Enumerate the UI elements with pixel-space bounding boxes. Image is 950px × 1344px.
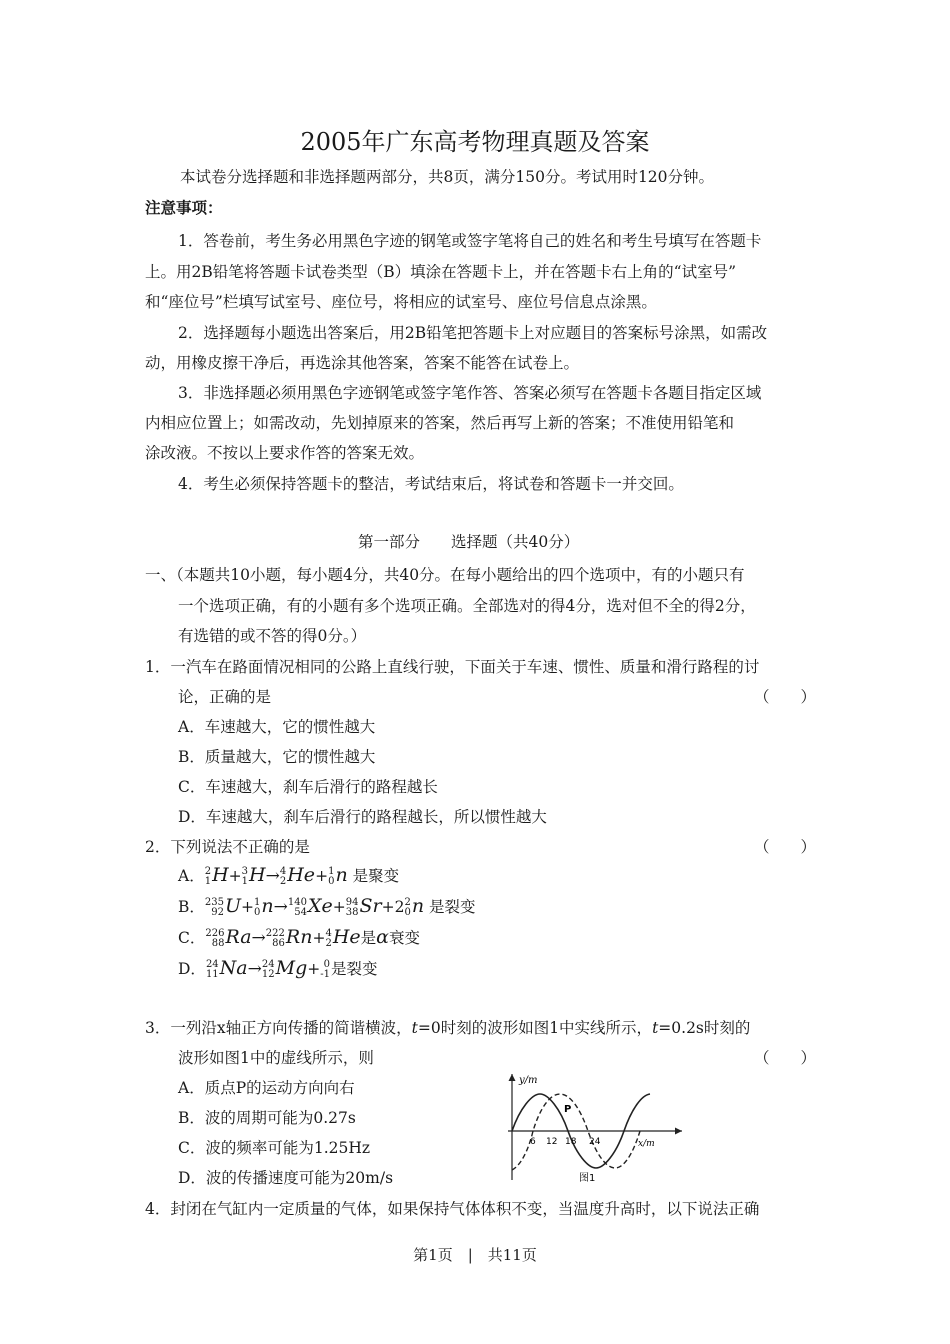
figure-caption: 图1 (579, 1173, 596, 1184)
answer-bracket: （ ） (754, 1049, 817, 1067)
answer-bracket: （ ） (754, 688, 817, 706)
notice-line: 1．答卷前，考生务必用黑色字迹的钢笔或签字笔将自己的姓名和考生号填写在答题卡 (178, 232, 762, 250)
notice-heading: 注意事项： (145, 198, 223, 217)
option-b: B．波的周期可能为0.27s (178, 1109, 356, 1127)
question-2-stem: 2．下列说法不正确的是 (145, 838, 310, 856)
option-d: D．车速越大，刹车后滑行的路程越长，所以惯性越大 (178, 808, 547, 826)
option-c: C．波的频率可能为1.25Hz (178, 1139, 371, 1157)
option-a: A．质点P的运动方向向右 (178, 1079, 355, 1097)
option-c: C．车速越大，刹车后滑行的路程越长 (178, 778, 438, 796)
dashed-wave-curve (512, 1094, 640, 1170)
y-axis-label: y/m (519, 1075, 538, 1086)
tick-label: 6 (530, 1137, 536, 1147)
section-instructions: 有选错的或不答的得0分。） (178, 627, 367, 645)
option-b: B．质量越大，它的惯性越大 (178, 748, 376, 766)
section-instructions: 一个选项正确，有的小题有多个选项正确。全部选对的得4分，选对但不全的得2分， (178, 597, 756, 615)
notice-line: 动，用橡皮擦干净后，再选涂其他答案，答案不能答在试卷上。 (145, 354, 580, 372)
question-4-stem: 4．封闭在气缸内一定质量的气体，如果保持气体体积不变，当温度升高时，以下说法正确 (145, 1200, 760, 1218)
notice-line: 3．非选择题必须用黑色字迹钢笔或签字笔作答、答案必须写在答题卡各题目指定区域 (178, 384, 762, 402)
notice-line: 4．考生必须保持答题卡的整洁，考试结束后，将试卷和答题卡一并交回。 (178, 475, 684, 493)
notice-line: 上。用2B铅笔将答题卡试卷类型（B）填涂在答题卡上，并在答题卡右上角的“试室号” (145, 263, 736, 281)
page-title: 2005年广东高考物理真题及答案 (300, 128, 650, 156)
notice-line: 涂改液。不按以上要求作答的答案无效。 (145, 444, 425, 462)
notice-line: 内相应位置上；如需改动，先划掉原来的答案，然后再写上新的答案；不准使用铅笔和 (145, 414, 735, 432)
question-1-stem: 1．一汽车在路面情况相同的公路上直线行驶，下面关于车速、惯性、质量和滑行路程的讨 (145, 658, 760, 676)
point-p-label: P (564, 1104, 572, 1115)
page-footer: 第1页 | 共11页 (413, 1246, 537, 1264)
tick-label: 18 (565, 1137, 577, 1147)
question-3-stem: 3．一列沿x轴正方向传播的简谐横波，t=0时刻的波形如图1中实线所示，t=0.2s时刻的 (145, 1019, 751, 1037)
intro-text: 本试卷分选择题和非选择题两部分，共8页，满分150分。考试用时120分钟。 (180, 168, 715, 186)
section-instructions: 一、（本题共10小题，每小题4分，共40分。在每小题给出的四个选项中，有的小题只有 (145, 566, 745, 584)
option-b-formula: B． 235 92 U+ 1 0 n→ 140 54 Xe+ 94 38 Sr+2 2 0 n 是裂变 (178, 895, 476, 918)
question-3-stem: 波形如图1中的虚线所示，则 (178, 1049, 374, 1067)
total-pages: 11 (502, 1246, 522, 1264)
current-page: 1 (428, 1246, 438, 1264)
option-d: D．波的传播速度可能为20m/s (178, 1169, 394, 1187)
question-1-stem: 论，正确的是 (178, 688, 272, 706)
tick-label: 24 (589, 1137, 601, 1147)
tick-label: 12 (546, 1137, 558, 1147)
option-a-formula: A． 2 1 H+ 3 1 H→ 4 2 He+ 1 0 n 是聚变 (178, 864, 400, 887)
option-a: A．车速越大，它的惯性越大 (178, 718, 376, 736)
notice-line: 2．选择题每小题选出答案后，用2B铅笔把答题卡上对应题目的答案标号涂黑，如需改 (178, 324, 768, 342)
x-axis-label: x/m (638, 1139, 655, 1149)
option-d-formula: D． 24 11 Na→ 24 12 Mg+ 0 -1 是裂变 (178, 957, 378, 980)
wave-figure (500, 1068, 690, 1188)
option-c-formula: C． 226 88 Ra→ 222 86 Rn+ 4 2 He是α衰变 (178, 926, 421, 949)
part-heading: 第一部分 选择题（共40分） (358, 533, 580, 551)
answer-bracket: （ ） (754, 838, 817, 856)
notice-line: 和“座位号”栏填写试室号、座位号，将相应的试室号、座位号信息点涂黑。 (145, 293, 657, 311)
